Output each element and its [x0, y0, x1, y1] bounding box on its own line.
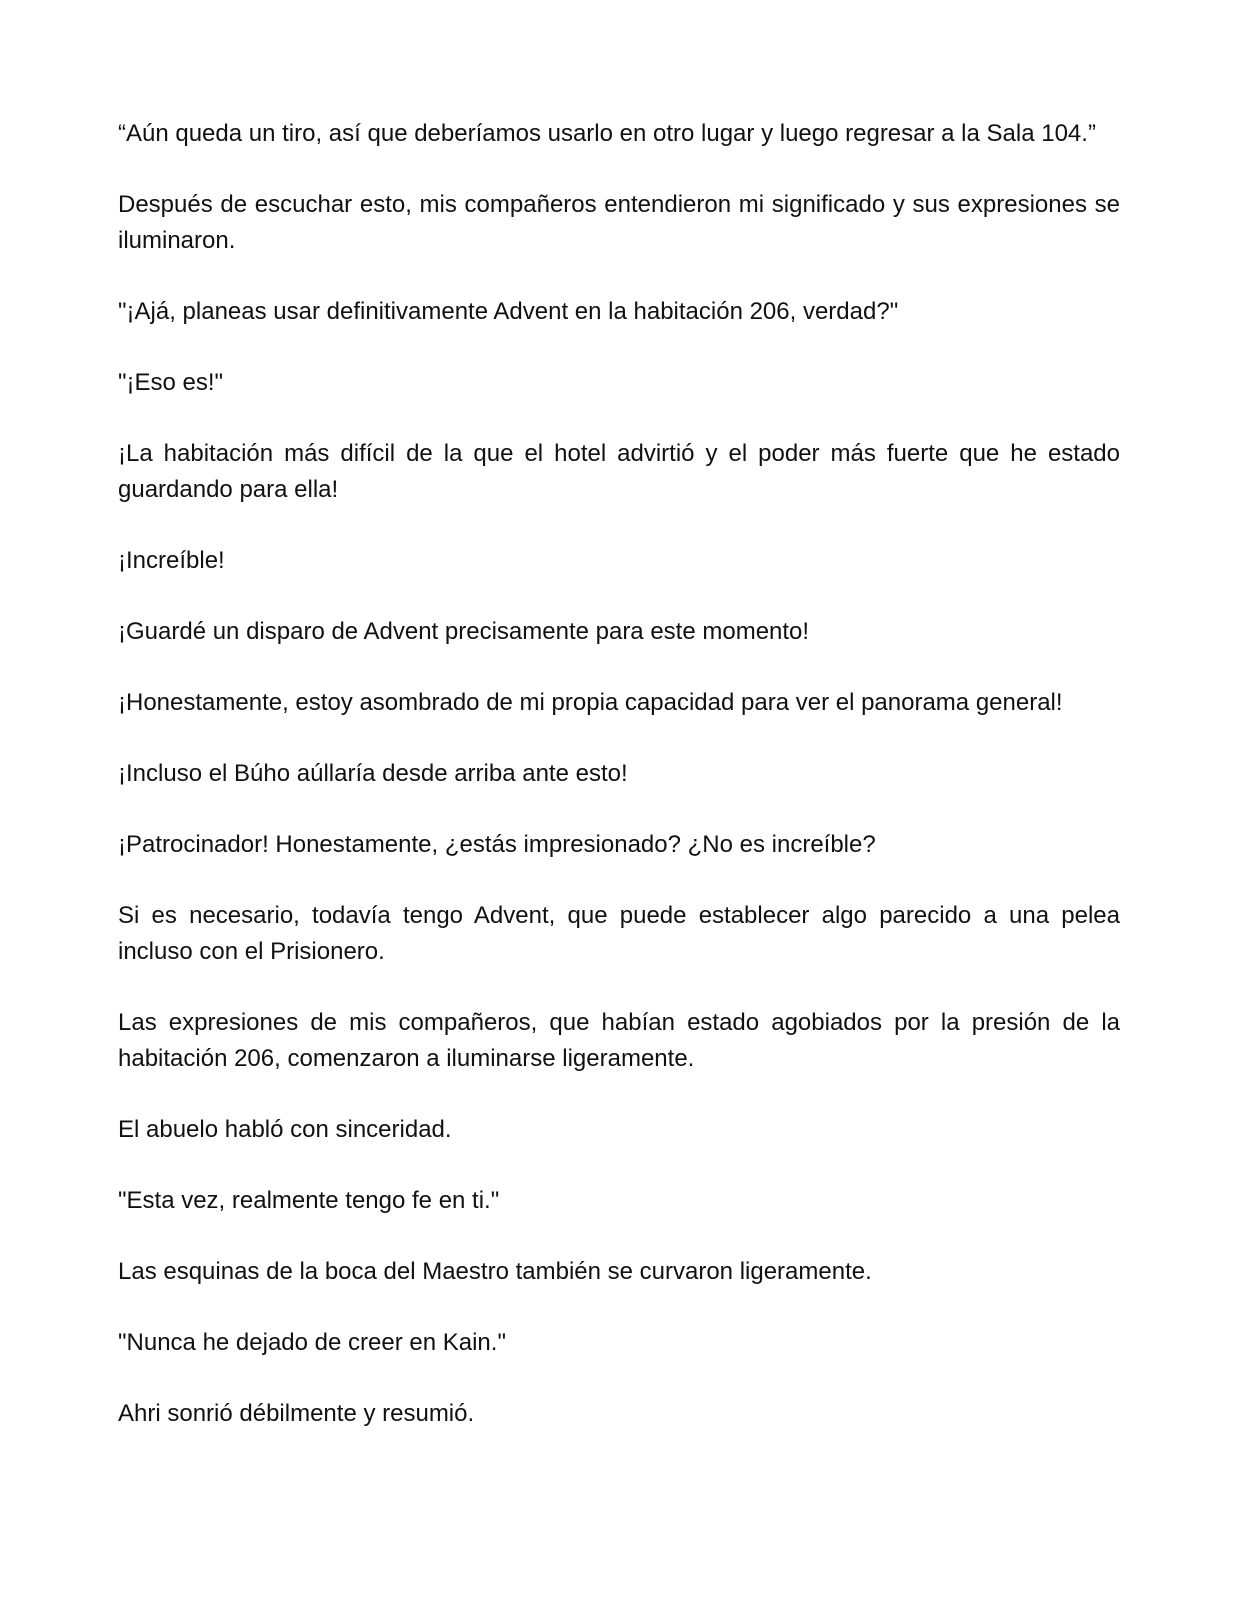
paragraph: ¡La habitación más difícil de la que el hotel advirtió y el poder más fuerte que he estado guardando para ella!: [118, 440, 1120, 503]
paragraph: ¡Patrocinador! Honestamente, ¿estás impresionado? ¿No es increíble?: [118, 831, 876, 858]
paragraph: "Nunca he dejado de creer en Kain.": [118, 1329, 506, 1356]
paragraph: ¡Increíble!: [118, 547, 225, 574]
paragraph: Ahri sonrió débilmente y resumió.: [118, 1400, 475, 1427]
paragraph: Después de escuchar esto, mis compañeros entendieron mi significado y sus expresiones se iluminaron.: [118, 191, 1120, 254]
paragraph: "Esta vez, realmente tengo fe en ti.": [118, 1187, 500, 1214]
paragraph: “Aún queda un tiro, así que deberíamos usarlo en otro lugar y luego regresar a la Sala 104.”: [118, 120, 1096, 147]
paragraph: Las esquinas de la boca del Maestro también se curvaron ligeramente.: [118, 1258, 872, 1285]
paragraph: Si es necesario, todavía tengo Advent, que puede establecer algo parecido a una pelea incluso con el Prisionero.: [118, 902, 1120, 965]
paragraph: ¡Incluso el Búho aúllaría desde arriba ante esto!: [118, 760, 628, 787]
paragraph: "¡Eso es!": [118, 369, 224, 396]
paragraph: "¡Ajá, planeas usar definitivamente Advent en la habitación 206, verdad?": [118, 298, 899, 325]
paragraph: ¡Guardé un disparo de Advent precisamente para este momento!: [118, 618, 810, 645]
paragraph: Las expresiones de mis compañeros, que habían estado agobiados por la presión de la habitación 206, comenzaron a iluminarse ligeramente.: [118, 1009, 1120, 1072]
document-body: [118, 116, 1120, 1432]
paragraph: El abuelo habló con sinceridad.: [118, 1116, 452, 1143]
paragraph: ¡Honestamente, estoy asombrado de mi propia capacidad para ver el panorama general!: [118, 689, 1063, 716]
